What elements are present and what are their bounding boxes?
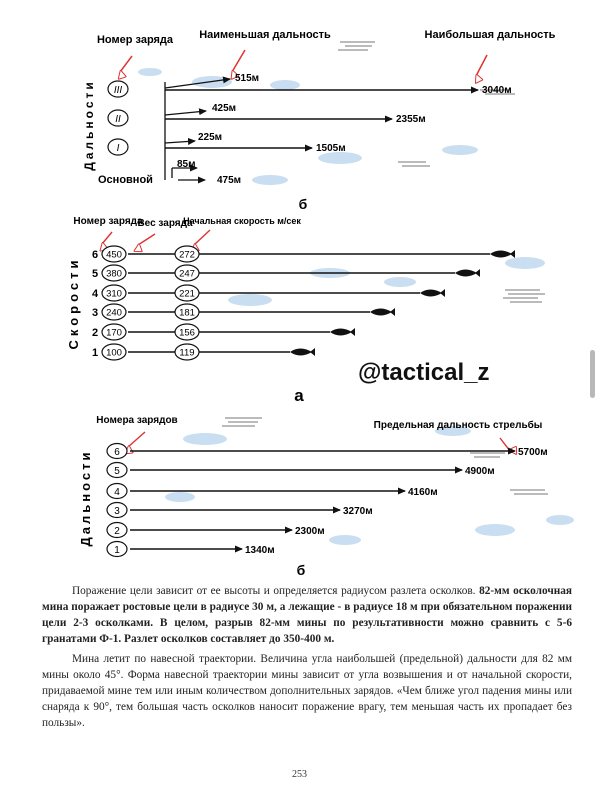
top-max-2: 2355м — [396, 114, 426, 125]
middle-initial-velocity: 119 — [179, 347, 195, 359]
bottom-charge-header: Номера зарядов — [96, 415, 178, 426]
middle-charge-weight: 100 — [106, 347, 122, 359]
middle-initial-velocity: 221 — [179, 288, 195, 300]
bottom-charge-number: 1 — [114, 545, 120, 556]
bottom-charge-number: 4 — [114, 487, 120, 498]
body-text — [42, 583, 572, 731]
middle-axis-label: Скорости — [66, 256, 81, 350]
top-figure — [82, 29, 556, 212]
top-axis-label: Дальности — [82, 79, 96, 171]
bottom-row — [107, 444, 548, 459]
middle-row — [92, 246, 515, 262]
top-charge-1: I — [116, 143, 120, 154]
middle-charge-weight: 310 — [106, 288, 122, 300]
middle-initial-velocity: 247 — [179, 268, 195, 280]
mine-icon — [490, 251, 512, 258]
bottom-range-label: 5700м — [518, 447, 548, 458]
middle-charge-weight: 170 — [106, 327, 122, 339]
bottom-charge-number: 2 — [114, 526, 120, 537]
top-min-1: 225м — [198, 132, 223, 143]
page-number: 253 — [292, 769, 307, 780]
middle-charge-weight: 240 — [106, 307, 122, 319]
middle-rows — [92, 246, 515, 360]
bottom-row — [107, 523, 325, 538]
top-max-1: 1505м — [316, 143, 346, 154]
middle-row — [92, 304, 395, 320]
middle-row — [92, 265, 480, 281]
top-min-main: 85м — [177, 159, 196, 170]
bottom-row — [107, 463, 495, 478]
bottom-range-label: 3270м — [343, 506, 373, 517]
bottom-max-header: Предельная дальность стрельбы — [373, 420, 543, 431]
middle-charge-number: 4 — [92, 288, 99, 300]
bottom-range-label: 1340м — [245, 545, 275, 556]
scrollbar[interactable] — [590, 350, 595, 398]
top-min-header: Наименьшая дальность — [199, 29, 331, 41]
middle-initial-velocity: 181 — [179, 307, 195, 319]
top-caption: б — [298, 196, 308, 212]
bottom-range-label: 4900м — [465, 466, 495, 477]
top-max-main: 475м — [217, 175, 242, 186]
bottom-charge-number: 5 — [114, 466, 120, 477]
middle-row — [92, 324, 355, 340]
mine-icon — [455, 270, 477, 277]
bottom-caption: б — [296, 562, 306, 578]
middle-charge-weight: 450 — [106, 249, 122, 261]
top-max-3: 3040м — [482, 85, 512, 96]
middle-charge-header: Номер заряда — [73, 216, 143, 227]
top-min-3: 515м — [235, 73, 260, 84]
middle-initial-velocity: 156 — [179, 327, 195, 339]
middle-row — [92, 344, 315, 360]
middle-charge-number: 5 — [92, 268, 99, 280]
top-min-2: 425м — [212, 103, 237, 114]
mine-icon — [330, 329, 352, 336]
middle-charge-weight: 380 — [106, 268, 122, 280]
middle-charge-number: 3 — [92, 307, 99, 319]
bottom-axis-label: Дальности — [78, 449, 93, 547]
middle-caption: а — [294, 386, 304, 405]
bottom-row — [107, 484, 438, 499]
bottom-row — [107, 542, 275, 557]
mine-icon — [290, 349, 312, 356]
top-charge-main: Основной — [98, 174, 153, 186]
paragraph-1: Поражение цели зависит от ее высоты и определяется радиусом разлета осколков. 82-мм осколочная мина поражает ростовые цели в радиусе 30 м, а лежащие - в радиусе 18 м при обязательном поражении цели 2-3 осколками. В целом, разрыв 82-мм мины по результативности можно сравнить с 5-6 гранатами Ф-1. Разлет осколков составляет до 350-400 м. — [42, 585, 572, 645]
paragraph-2: Мина летит по навесной траектории. Величина угла наибольшей (предельной) дальности для 82 мм мины около 45°. Форма навесной траектории мины зависит от угла возвышения и от начальной скорости, придаваемой мине тем или иным количеством дополнительных зарядов. «Чем ближе угол падения мины или снаряда к 90°, тем большая часть осколков наносит поражение врагу, тем меньшая часть их пропадает без пользы». — [42, 653, 572, 729]
middle-initial-velocity: 272 — [179, 249, 195, 261]
bottom-figure — [78, 415, 548, 578]
bottom-row — [107, 503, 373, 518]
top-charge-3: III — [113, 85, 123, 96]
middle-weight-header: Вес заряда — [137, 218, 193, 229]
middle-charge-number: 6 — [92, 249, 99, 261]
bottom-charge-number: 3 — [114, 506, 120, 517]
mine-icon — [420, 290, 442, 297]
top-charge-header: Номер заряда — [96, 34, 174, 46]
bottom-charge-number: 6 — [114, 447, 120, 458]
mine-icon — [370, 309, 392, 316]
bottom-range-label: 4160м — [408, 487, 438, 498]
top-max-header: Наибольшая дальность — [424, 29, 556, 41]
middle-charge-number: 2 — [92, 327, 99, 339]
watermark: @tactical_z — [358, 359, 490, 386]
top-charge-2: II — [115, 114, 121, 125]
bottom-range-label: 2300м — [295, 526, 325, 537]
middle-velocity-header: Начальная скорость м/сек — [183, 216, 301, 226]
middle-charge-number: 1 — [92, 347, 99, 359]
